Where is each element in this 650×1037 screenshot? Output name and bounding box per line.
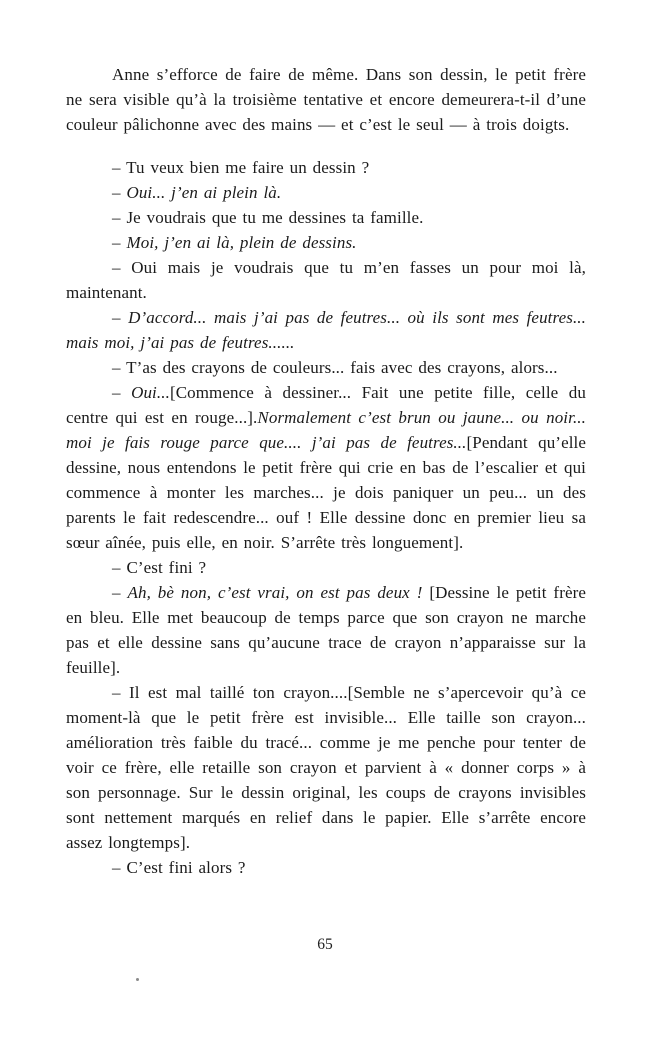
scan-speck <box>136 978 139 981</box>
italic-run: Oui... <box>131 383 170 402</box>
dialogue-line <box>66 255 586 305</box>
roman-run: – C’est fini alors ? <box>112 858 246 877</box>
italic-run: D’accord... mais j’ai pas de feutres... où ils sont mes feutres... mais moi, j’ai pas de feutres...... <box>66 308 586 352</box>
roman-run: – <box>112 308 129 327</box>
dialogue-line <box>66 355 586 380</box>
dialogue-line <box>66 180 586 205</box>
dialogue-line <box>66 855 586 880</box>
roman-run: Anne s’efforce de faire de même. Dans son dessin, le petit frère ne sera visible qu’à la troisième tentative et encore demeurera-t-il d’une couleur pâlichonne avec des mains — et c’est le seul — à trois doigts. <box>66 65 586 134</box>
dialogue-line <box>66 680 586 855</box>
roman-run: – Je voudrais que tu me dessines ta famille. <box>112 208 424 227</box>
roman-run: – Oui mais je voudrais que tu m’en fasses un pour moi là, maintenant. <box>66 258 586 302</box>
roman-run: – C’est fini ? <box>112 558 207 577</box>
roman-run: – <box>112 233 127 252</box>
roman-run: [Commence à dessiner... Fait une petite fille, celle du centre qui est en rouge...]. <box>66 383 587 427</box>
page-text <box>66 62 586 880</box>
dialogue-line <box>66 555 586 580</box>
italic-run: Oui... j’en ai plein là. <box>126 183 282 202</box>
roman-run: – Il est mal taillé ton crayon....[Semble ne s’apercevoir qu’à ce moment-là que le petit frère est invisible... Elle taille son crayon... amélioration très faible du tracé... comme je me penche pour tenter de voir ce frère, elle retaille son crayon et parvient à « donner corps » à son personnage. Sur le dessin original, les coups de crayons invisibles sont nettement marqués en relief dans le papier. Elle s’arrête encore assez longtemps]. <box>66 683 586 852</box>
italic-run: Normalement c’est brun ou jaune... ou noir... moi je fais rouge parce que.... j’ai pas de feutres... <box>66 408 586 452</box>
roman-run: [Pendant qu’elle dessine, nous entendons le petit frère qui crie en bas de l’escalier et qui commence à monter les marches... je dois paniquer un peu... un des parents le fait redescendre... ouf ! Elle dessine donc en premier lieu sa sœur aînée, puis elle, en noir. S’arrête très longuement]. <box>66 433 586 552</box>
dialogue-line <box>66 205 586 230</box>
roman-run: – <box>112 383 132 402</box>
intro-paragraph <box>66 62 586 137</box>
dialogue-line <box>66 155 586 180</box>
roman-run: – T’as des crayons de couleurs... fais avec des crayons, alors... <box>112 358 558 377</box>
dialogue-line <box>66 380 586 555</box>
roman-run: – Tu veux bien me faire un dessin ? <box>112 158 370 177</box>
dialogue-line <box>66 305 586 355</box>
roman-run: – <box>112 583 128 602</box>
roman-run: – <box>112 183 127 202</box>
dialogue-line <box>66 580 586 680</box>
page-number: 65 <box>317 936 333 953</box>
italic-run: Moi, j’en ai là, plein de dessins. <box>126 233 357 252</box>
italic-run: Ah, bè non, c’est vrai, on est pas deux ! <box>127 583 430 602</box>
dialogue-line <box>66 230 586 255</box>
roman-run: [Dessine le petit frère en bleu. Elle met beaucoup de temps parce que son crayon ne marche pas et elle dessine sans qu’aucune trace de crayon n’apparaisse sur la feuille]. <box>66 583 587 677</box>
